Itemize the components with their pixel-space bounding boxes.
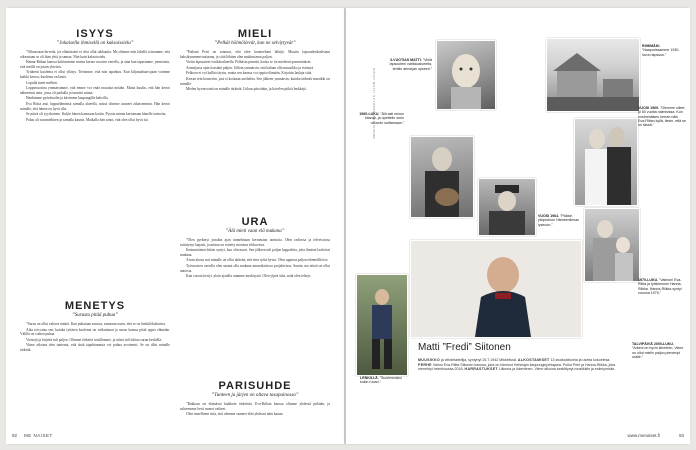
caption-text: ”Vaimoni Eva-Riitta ja tyttäremme Hanna-Riikka. Hanna-Riikka syntyi vuonna 1975.” [638,278,682,295]
paragraph: Armeijassa opin itsestäni paljon. Silloin ymmärsin, että haluan olla muusikko ja esiintyä. [186,65,314,70]
paragraph: ”Oikeastaan hirveää, jos elämässäni ei olisi ollut rakkautta. Me olimme niin lähellä toisiamme, että oikeastaan se oli ihan yhtä ja samaa. Niin kuin kaksoissielu. [20,50,170,59]
photo-family-figures [585,209,639,281]
caption-talvipaiva [632,342,686,359]
paragraph: ”Olen pyrkinyt jonakin ajan tunnelmaan kertomaan tarinoita. Olen radiossa ja televisiossa esiintynyt laajasti, ja minua on esitetty monissa elokuvissa. [180,238,330,247]
subheading-mieli: ”Pelkät hölmöilevät, kun ne selviytyvät” [214,41,296,46]
body-parisuhde [180,402,330,417]
paragraph: ”Rakkaus on elämässä kaikkein tärkeintä. Eva-Riikan kanssa olimme yhdessä pitkään, ja suhteemme kesti monet vaiheet. [180,402,330,411]
paragraph: Viestejä ja kirjeitä tuli paljon. Olimme tärkeitä toisillemme, ja niistä tuli lohtua surun keskellä. [26,337,162,342]
heading-parisuhde: PARISUHDE [218,380,292,392]
caption-text: ”Vielä lapsuuteni varikkoalueelta, tehtiin armeijan upseeri.” [389,58,432,71]
bio-label-harrastukset: HARRASTUKSET [464,367,498,371]
caption-label: VUOSI 1964. [538,214,560,218]
column-isyys [20,28,170,123]
paragraph: Vietin lapsuuteni varikkoalueella. Pelkäsin pimeää, koska se toi mieleeni pommitukset. [186,60,312,65]
paragraph: Olen onnellinen siitä, että olemme saaneet elää yhdessä näin kauan. [186,412,284,417]
caption-1970-luku [638,278,686,295]
paragraph: Hanna-Riikan kanssa kohtasimme monta kertaa vuosien varrella, ja aina kun tapasimme, ymmärsin, että meillä on jotain yhteistä. [20,60,170,69]
caption-label: 1970-LUKU. [638,278,659,282]
paragraph: Loppuvuosina ymmärsimme, että emme voi enää muuttaa mitään. Mutta kuulin, että hän kertoi nähneensä unta, jossa oli paikalla ja tunnisti minut. [20,86,170,95]
paragraph: Ensimmäinen hittini syntyi, kun olin nuori. Sen jälkeen tuli paljon kappaleita, joita ihmiset lauloivat mukana. [180,248,330,257]
paragraph: Se päivä oli syyskuinen. Kuljin hänen kanssaan kotiin. Pyysin minua kertomaan hänelle tarinoita. [26,112,167,117]
caption-vuosi-1964 [538,214,580,227]
photo-toddler [436,40,496,110]
paragraph: Eva Riitta asui loppuelämänsä samalla alueella, missä olimme asuneet aikaisemmin. Hän kertoi minulle, että hänen on hyvä olla. [20,101,170,111]
caption-riihimaki [642,44,686,57]
photo-winter-figure [411,241,581,337]
paragraph: Tyttäreni kuolema ei ollut yllätys. Tiesimme, että niin tapahtuu. Kun kiljuntahaavojaan voimme kaikki kertoa, kuolema on läsnä. [20,70,170,79]
profile-bio [418,358,624,372]
page-number-right: 93 [678,433,684,438]
photo-1969-wedding [574,118,638,206]
caption-label: RIIHIMÄKI. [642,44,661,48]
page-number-left: 92 [12,433,18,438]
photo-1960-figure [411,137,473,217]
photo-wedding-figures [575,119,637,205]
subheading-isyys: ”Jokaisella ihmisellä on kaksoissielu” [56,41,134,46]
caption-vuosi-1969 [638,106,686,127]
body-mieli [180,50,330,92]
caption-3-vuotias [386,58,432,71]
paragraph: Mielen hyvinvointi on minulle tärkeää. Liikun päivittäin, ja kävelen pitkiä lenkkejä. [186,87,307,92]
bio-text-muusikko: ja viihdetaiteilija, syntynyt 25.7.1942 Mikkelissä. [440,358,517,362]
caption-label: LENKILLÄ. [360,376,379,380]
caption-1960-luku [358,112,404,125]
paragraph: Hankimme pyörätuolin ja kävimme kaupungilla kahvilla. [26,96,109,101]
paragraph: Paluu oli surumielinen ja samalla kaunis. Matkalla hän sanoi, että olen ollut hyvä isä. [26,117,149,122]
body-isyys [20,50,170,122]
caption-label: TALVIPÄIVÄ 2000-LUKU. [632,342,674,346]
profile-name: Matti ”Fredi” Siitonen [418,342,511,353]
caption-text: ”Äiti asti minun kitaran, ja opettelin omin neuvoin soittamaan.” [365,112,404,125]
bio-label-muusikko: MUUSIKKO [418,358,440,362]
caption-text: ”Suurimmaksi kokin ruoan.” [360,376,402,385]
photo-uniform-figure [479,179,535,235]
right-page [346,8,690,444]
photo-lenkilla [356,274,408,376]
column-ura [180,216,330,280]
paragraph: Pelkoon ei voi hallita täysin, mutta sen kanssa voi oppia elämään. Kirjoitin lauluja siitä. [186,71,313,76]
caption-label: VUOSI 1969. [638,106,660,110]
website-url: www.menaiset.fi [627,433,660,438]
bio-label-perhe: PERHE [418,362,432,367]
paragraph: ”Surua on ollut valtava määrä. Kun puhutaan surusta, sanotaan usein, että se on henkilökohtaista. [26,322,166,326]
photo-jogging-figure [357,275,407,375]
photo-riihimaki [546,38,640,112]
bio-text-harrastukset: Liikunta ja lukeminen. Viime aikoina keskittynyt musiikkiin ja esiintymisiin. [498,367,616,371]
caption-label: 3-VUOTIAS MATTI. [389,58,422,62]
caption-lenkilla [360,376,410,385]
subheading-ura: ”Älä mieti vaan elä mukana” [225,229,285,234]
caption-text: ”Arkeni on hyvin kiireetön. Viime on ollut mielin paljon pienempi uralle.” [632,346,684,359]
heading-mieli: MIELI [237,28,273,40]
bio-text-alkostamiset: 13 studioalbumia ja useita kokoelmia. [550,358,611,362]
heading-menetys: MENETYS [64,300,126,312]
photo-toddler-figure [437,41,495,109]
photo-credit-vertical: KUVAT MATTI SIITOSEN KOTIALBUMI [372,68,376,140]
subheading-parisuhde: ”Tunteen ja järjen on oltava tasapainossa” [211,393,299,398]
photo-1964-uniform [478,178,536,236]
caption-text: ”Olemme olleet jo 50 vuotta naimisissa. Kun ensimmäisen kerran näin Eva-Riitan kyllä, tiesin, että se on tässä.” [638,106,686,128]
paragraph: Aika toivottaa sen, kuinka tyttären kuolema on vaikuttanut ja surun kanssa pitää oppia elämään. Välillä on vaikea puhua. [20,327,170,337]
photo-1970-family [584,208,640,282]
subheading-menetys: ”Surusta pitää puhua” [71,313,119,318]
caption-label: 1960-LUKU. [359,112,380,116]
heading-isyys: ISYYS [76,28,114,40]
paragraph: Lopulla meni mellein. [26,80,58,85]
magazine-name: ME NAISET [24,433,53,438]
photo-1960-guitar [410,136,474,218]
body-menetys [20,322,170,353]
paragraph: ”Poikani Petri on sanonut, että olen luonteeltani lähtijä. Muutin lapsuudenkodistani kaksikymmenvuotiaana, ja siitä lähtien olen matkustanut paljon. [180,50,330,59]
paragraph: Työvuosien varrella olen saanut olla mukana monenlaisissa projekteissa. Suurin osa niistä on ollut antoisia. [180,263,330,273]
body-ura [180,238,330,279]
column-menetys [20,300,170,354]
column-mieli [180,28,330,93]
photo-talvipaiva [410,240,582,338]
paragraph: Kun vuosia kertyi, aloin ajatella uramme merkitystä. Olen ylpeä siitä, mitä olen tehnyt. [186,274,312,279]
caption-text: ”Naapurissamme 1930-luvun lapsuus.” [642,48,680,57]
photo-riihimaki-scene [547,39,639,111]
paragraph: Kerran tein konsertin, jota ei koskaan unohdeta. Sen jälkeen ymmärsin, kuinka tärkeää musiikki on minulle. [180,76,330,86]
paragraph: Aivan alusta asti minulle on ollut tärkeää, että teen työtä hyvin. Olen oppinut paljon tekemällä itse. [186,258,329,263]
caption-text: ”Pääsin yliopistoon Hämeenlinnan lyseoon.” [538,214,580,227]
column-parisuhde [180,380,330,418]
bio-text-perhe: Vaimo Eva-Riitta Siitonen kanssa, joka on toiminut Helsingin kaupunginjohtajana. Poika Petri ja Hanna-Riikka, joka menehtyi helmikuussa 2018. [418,362,616,371]
heading-ura: URA [241,216,269,228]
bio-label-alkostamiset: ALKOSTAMISET [517,358,550,362]
paragraph: Viime aikoina olen tuntenut, että tästä tapahtumasta voi puhua avoimesti. Se on ollut minulle tärkeää. [20,343,170,352]
left-page [6,8,344,444]
